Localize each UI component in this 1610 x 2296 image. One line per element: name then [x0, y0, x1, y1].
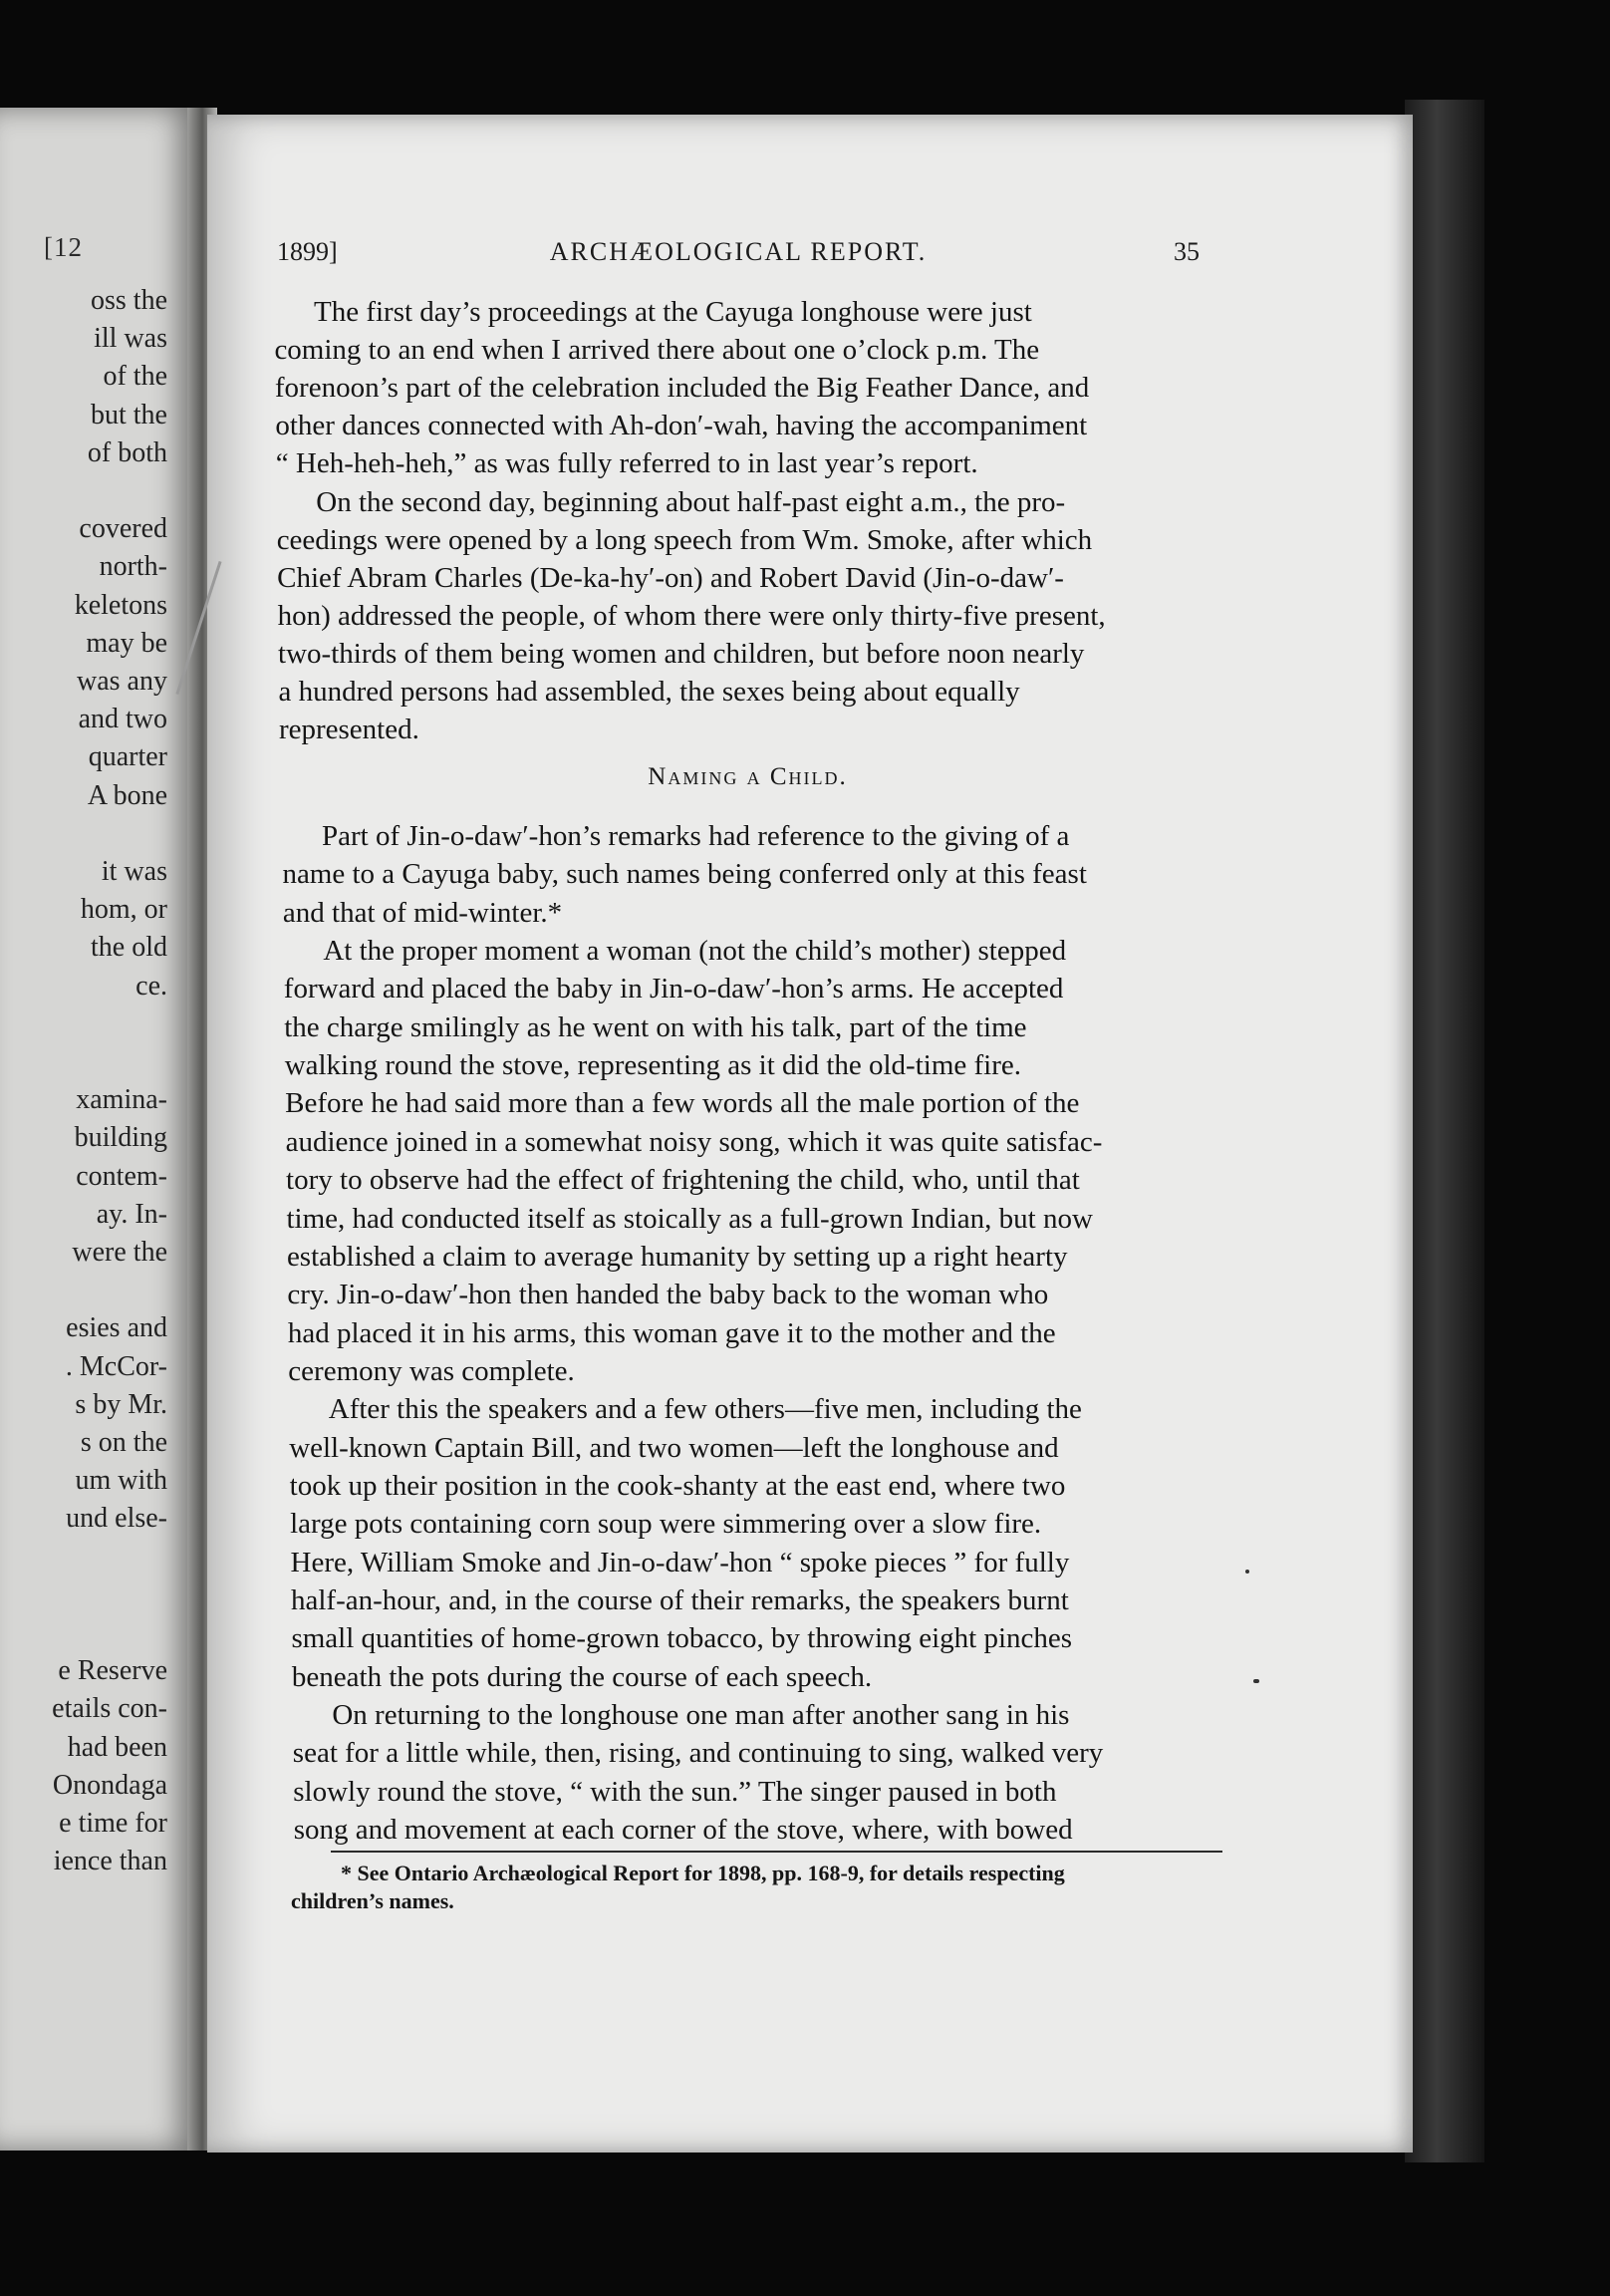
text-line: seat for a little while, then, rising, and continuing to sing, walked very: [292, 1737, 1104, 1770]
left-page-line: e Reserve: [58, 1655, 167, 1687]
text-line: established a claim to average humanity by setting up a right hearty: [286, 1240, 1068, 1273]
left-page-line: the old: [91, 932, 167, 964]
left-page-header: [12: [44, 232, 83, 262]
text-line: On the second day, beginning about half-past eight a.m., the pro-: [316, 485, 1066, 518]
footnote-line-2: children’s names.: [291, 1888, 454, 1913]
text-line: name to a Cayuga baby, such names being conferred only at this feast: [282, 858, 1087, 891]
text-line: slowly round the stove, “ with the sun.” The singer paused in both: [293, 1775, 1057, 1808]
left-page-line: north-: [99, 551, 167, 583]
text-line: large pots containing corn soup were simmering over a slow fire.: [290, 1508, 1042, 1541]
left-page-line: was any: [77, 666, 167, 697]
left-page-line: of the: [103, 361, 167, 393]
left-page-line: um with: [75, 1465, 167, 1497]
text-line: two-thirds of them being women and children, but before noon nearly: [278, 637, 1085, 670]
left-page-line: hom, or: [80, 894, 167, 926]
left-page-fragment: [0, 108, 197, 2151]
left-page-line: but the: [91, 399, 167, 430]
text-line: and that of mid-winter.*: [282, 896, 563, 929]
left-page-line: xamina-: [76, 1084, 167, 1116]
left-page-line: may be: [86, 627, 167, 659]
text-line: audience joined in a somewhat noisy song, which it was quite satisfac-: [285, 1125, 1103, 1158]
left-page-line: and two: [78, 704, 167, 735]
left-page-line: were the: [72, 1237, 167, 1268]
footnote-rule: [331, 1851, 1222, 1853]
text-line: forenoon’s part of the celebration included the Big Feather Dance, and: [274, 372, 1090, 405]
text-line: ceremony was complete.: [288, 1354, 575, 1387]
left-page-line: building: [74, 1122, 167, 1154]
running-head-year: 1899]: [277, 237, 338, 266]
text-line: Here, William Smoke and Jin-o-daw′-hon “ spoke pieces ” for fully: [290, 1546, 1070, 1578]
running-head-title: ARCHÆOLOGICAL REPORT.: [549, 237, 928, 266]
left-page-line: esies and: [66, 1312, 167, 1344]
text-line: the charge smilingly as he went on with his talk, part of the time: [284, 1010, 1027, 1043]
text-line: time, had conducted itself as stoically as a full-grown Indian, but now: [286, 1202, 1093, 1235]
text-line: half-an-hour, and, in the course of their remarks, the speakers burnt: [291, 1584, 1069, 1616]
left-page-line: e time for: [59, 1808, 167, 1839]
text-line: On returning to the longhouse one man after another sang in his: [332, 1699, 1070, 1732]
left-page-line: keletons: [74, 589, 167, 621]
left-page-line: of both: [87, 436, 167, 468]
text-line: cry. Jin-o-daw′-hon then handed the baby back to the woman who: [287, 1279, 1049, 1311]
ink-speck: [1253, 1679, 1259, 1683]
text-line: a hundred persons had assembled, the sexes being about equally: [278, 676, 1020, 708]
text-line: small quantities of home-grown tobacco, by throwing eight pinches: [291, 1622, 1073, 1655]
page-number: 35: [1174, 237, 1200, 266]
left-page-line: ce.: [135, 970, 167, 1002]
left-page-line: und else-: [66, 1503, 167, 1535]
left-page-line: it was: [101, 856, 167, 887]
text-line: well-known Captain Bill, and two women—left the longhouse and: [289, 1431, 1059, 1464]
text-line: song and movement at each corner of the stove, where, with bowed: [293, 1814, 1073, 1847]
footnote-line-1: * See Ontario Archæological Report for 1898, pp. 168-9, for details respecting: [341, 1861, 1065, 1885]
left-page-line: quarter: [88, 741, 167, 773]
left-page-line: A bone: [87, 779, 167, 811]
text-line: tory to observe had the effect of frightening the child, who, until that: [286, 1164, 1080, 1197]
left-page-line: s by Mr.: [75, 1388, 167, 1420]
text-line: beneath the pots during the course of each speech.: [291, 1660, 873, 1693]
text-line: represented.: [278, 714, 419, 746]
left-page-line: ience than: [53, 1846, 167, 1877]
text-line: The first day’s proceedings at the Cayuga longhouse were just: [314, 296, 1032, 328]
text-line: Chief Abram Charles (De-ka-hy′-on) and Robert David (Jin-o-daw′-: [277, 561, 1064, 594]
text-line: After this the speakers and a few others—five men, including the: [328, 1393, 1082, 1426]
text-line: Part of Jin-o-daw′-hon’s remarks had reference to the giving of a: [322, 820, 1070, 852]
running-head: [277, 237, 1200, 271]
text-line: took up their position in the cook-shanty at the east end, where two: [289, 1469, 1066, 1502]
text-line: “ Heh-heh-heh,” as was fully referred to in last year’s report.: [275, 447, 978, 480]
text-line: At the proper moment a woman (not the child’s mother) stepped: [323, 935, 1067, 968]
left-page-line: s on the: [80, 1427, 167, 1458]
text-line: coming to an end when I arrived there about one o’clock p.m. The: [274, 334, 1040, 367]
ink-speck: [1245, 1570, 1249, 1574]
left-page-line: covered: [79, 513, 167, 545]
left-page-line: . McCor-: [65, 1350, 167, 1382]
left-page-line: oss the: [91, 285, 167, 316]
text-line: had placed it in his arms, this woman gave it to the mother and the: [287, 1316, 1056, 1349]
text-line: walking round the stove, representing as it did the old-time fire.: [284, 1049, 1022, 1082]
left-page-line: Onondaga: [52, 1769, 167, 1801]
text-line: other dances connected with Ah-don′-wah, having the accompaniment: [275, 410, 1088, 442]
section-heading: Naming a Child.: [648, 763, 848, 790]
text-line: Before he had said more than a few words all the male portion of the: [285, 1087, 1080, 1120]
left-page-line: ill was: [94, 323, 167, 355]
left-page-line: etails con-: [52, 1693, 167, 1725]
left-page-line: ay. In-: [96, 1198, 167, 1230]
text-line: ceedings were opened by a long speech from Wm. Smoke, after which: [276, 523, 1093, 556]
text-line: hon) addressed the people, of whom there were only thirty-five present,: [277, 599, 1106, 632]
text-line: forward and placed the baby in Jin-o-daw′-hon’s arms. He accepted: [283, 973, 1064, 1005]
left-page-line: contem-: [76, 1160, 167, 1192]
book-page-edge: [1405, 100, 1484, 2162]
left-page-line: had been: [67, 1731, 167, 1763]
